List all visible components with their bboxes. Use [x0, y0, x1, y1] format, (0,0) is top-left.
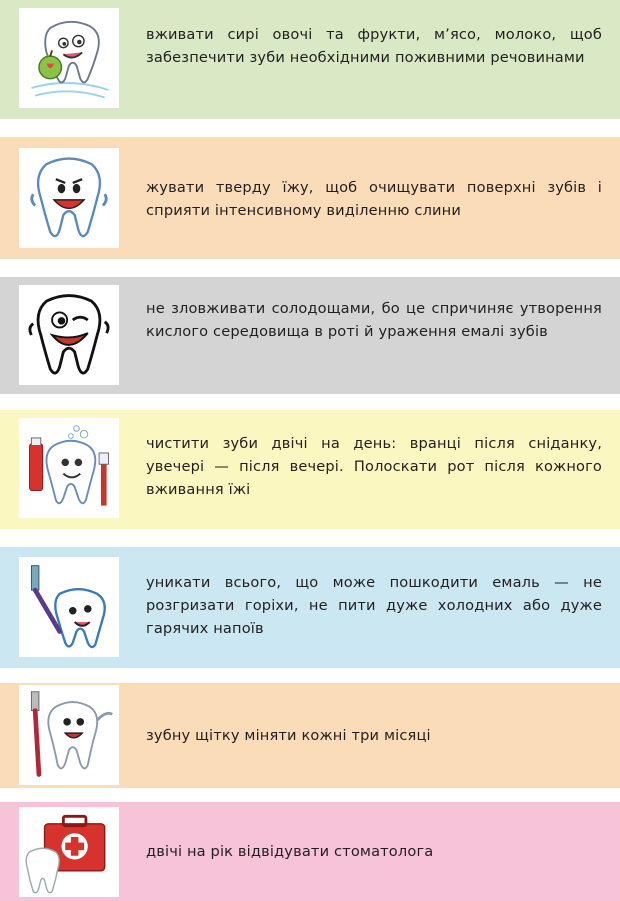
- tip-card-7: [0, 802, 620, 901]
- tip-card-6: [0, 683, 620, 788]
- tip-thumb-2: [19, 148, 119, 248]
- tip-text-6: зубну щітку міняти кожні три місяці: [146, 727, 431, 744]
- winking-tooth-icon: [22, 288, 116, 382]
- tip-text-4: чистити зуби двічі на день: вранці після сніданку, увечері — після вечері. Полоскати рот після кожного вживання їжі: [146, 435, 602, 498]
- tip-thumb-3: [19, 285, 119, 385]
- first-aid-kit-tooth-icon: [22, 805, 116, 899]
- tip-thumb-4: [19, 418, 119, 518]
- tooth-with-apple-icon: [22, 11, 116, 105]
- tooth-with-toothpaste-icon: [22, 421, 116, 515]
- tip-card-1: [0, 0, 620, 119]
- tip-text-5: уникати всього, що може пошкодити емаль — не розгризати горіхи, не пити дуже холодних або дуже гарячих напоїв: [146, 574, 602, 637]
- tip-card-5: [0, 547, 620, 668]
- tip-thumb-1: [19, 8, 119, 108]
- smiling-tooth-icon: [22, 151, 116, 245]
- tip-text-7: двічі на рік відвідувати стоматолога: [146, 843, 434, 860]
- tip-thumb-6: [19, 685, 119, 785]
- tip-text-3: не зловживати солодощами, бо це спричиняє утворення кислого середовища в роті й ураження емалі зубів: [146, 300, 602, 340]
- tip-thumb-5: [19, 557, 119, 657]
- tip-card-3: [0, 277, 620, 394]
- tip-text-1: вживати сирі овочі та фрукти, м’ясо, молоко, щоб забезпечити зуби необхідними поживними речовинами: [146, 26, 602, 66]
- tip-thumb-7: [19, 807, 119, 897]
- waving-tooth-icon: [22, 688, 116, 782]
- tip-card-2: [0, 137, 620, 259]
- tip-card-4: [0, 410, 620, 529]
- tooth-with-toothbrush-icon: [22, 560, 116, 654]
- tip-text-2: жувати тверду їжу, щоб очищувати поверхні зубів і сприяти інтенсивному виділенню слини: [146, 179, 602, 219]
